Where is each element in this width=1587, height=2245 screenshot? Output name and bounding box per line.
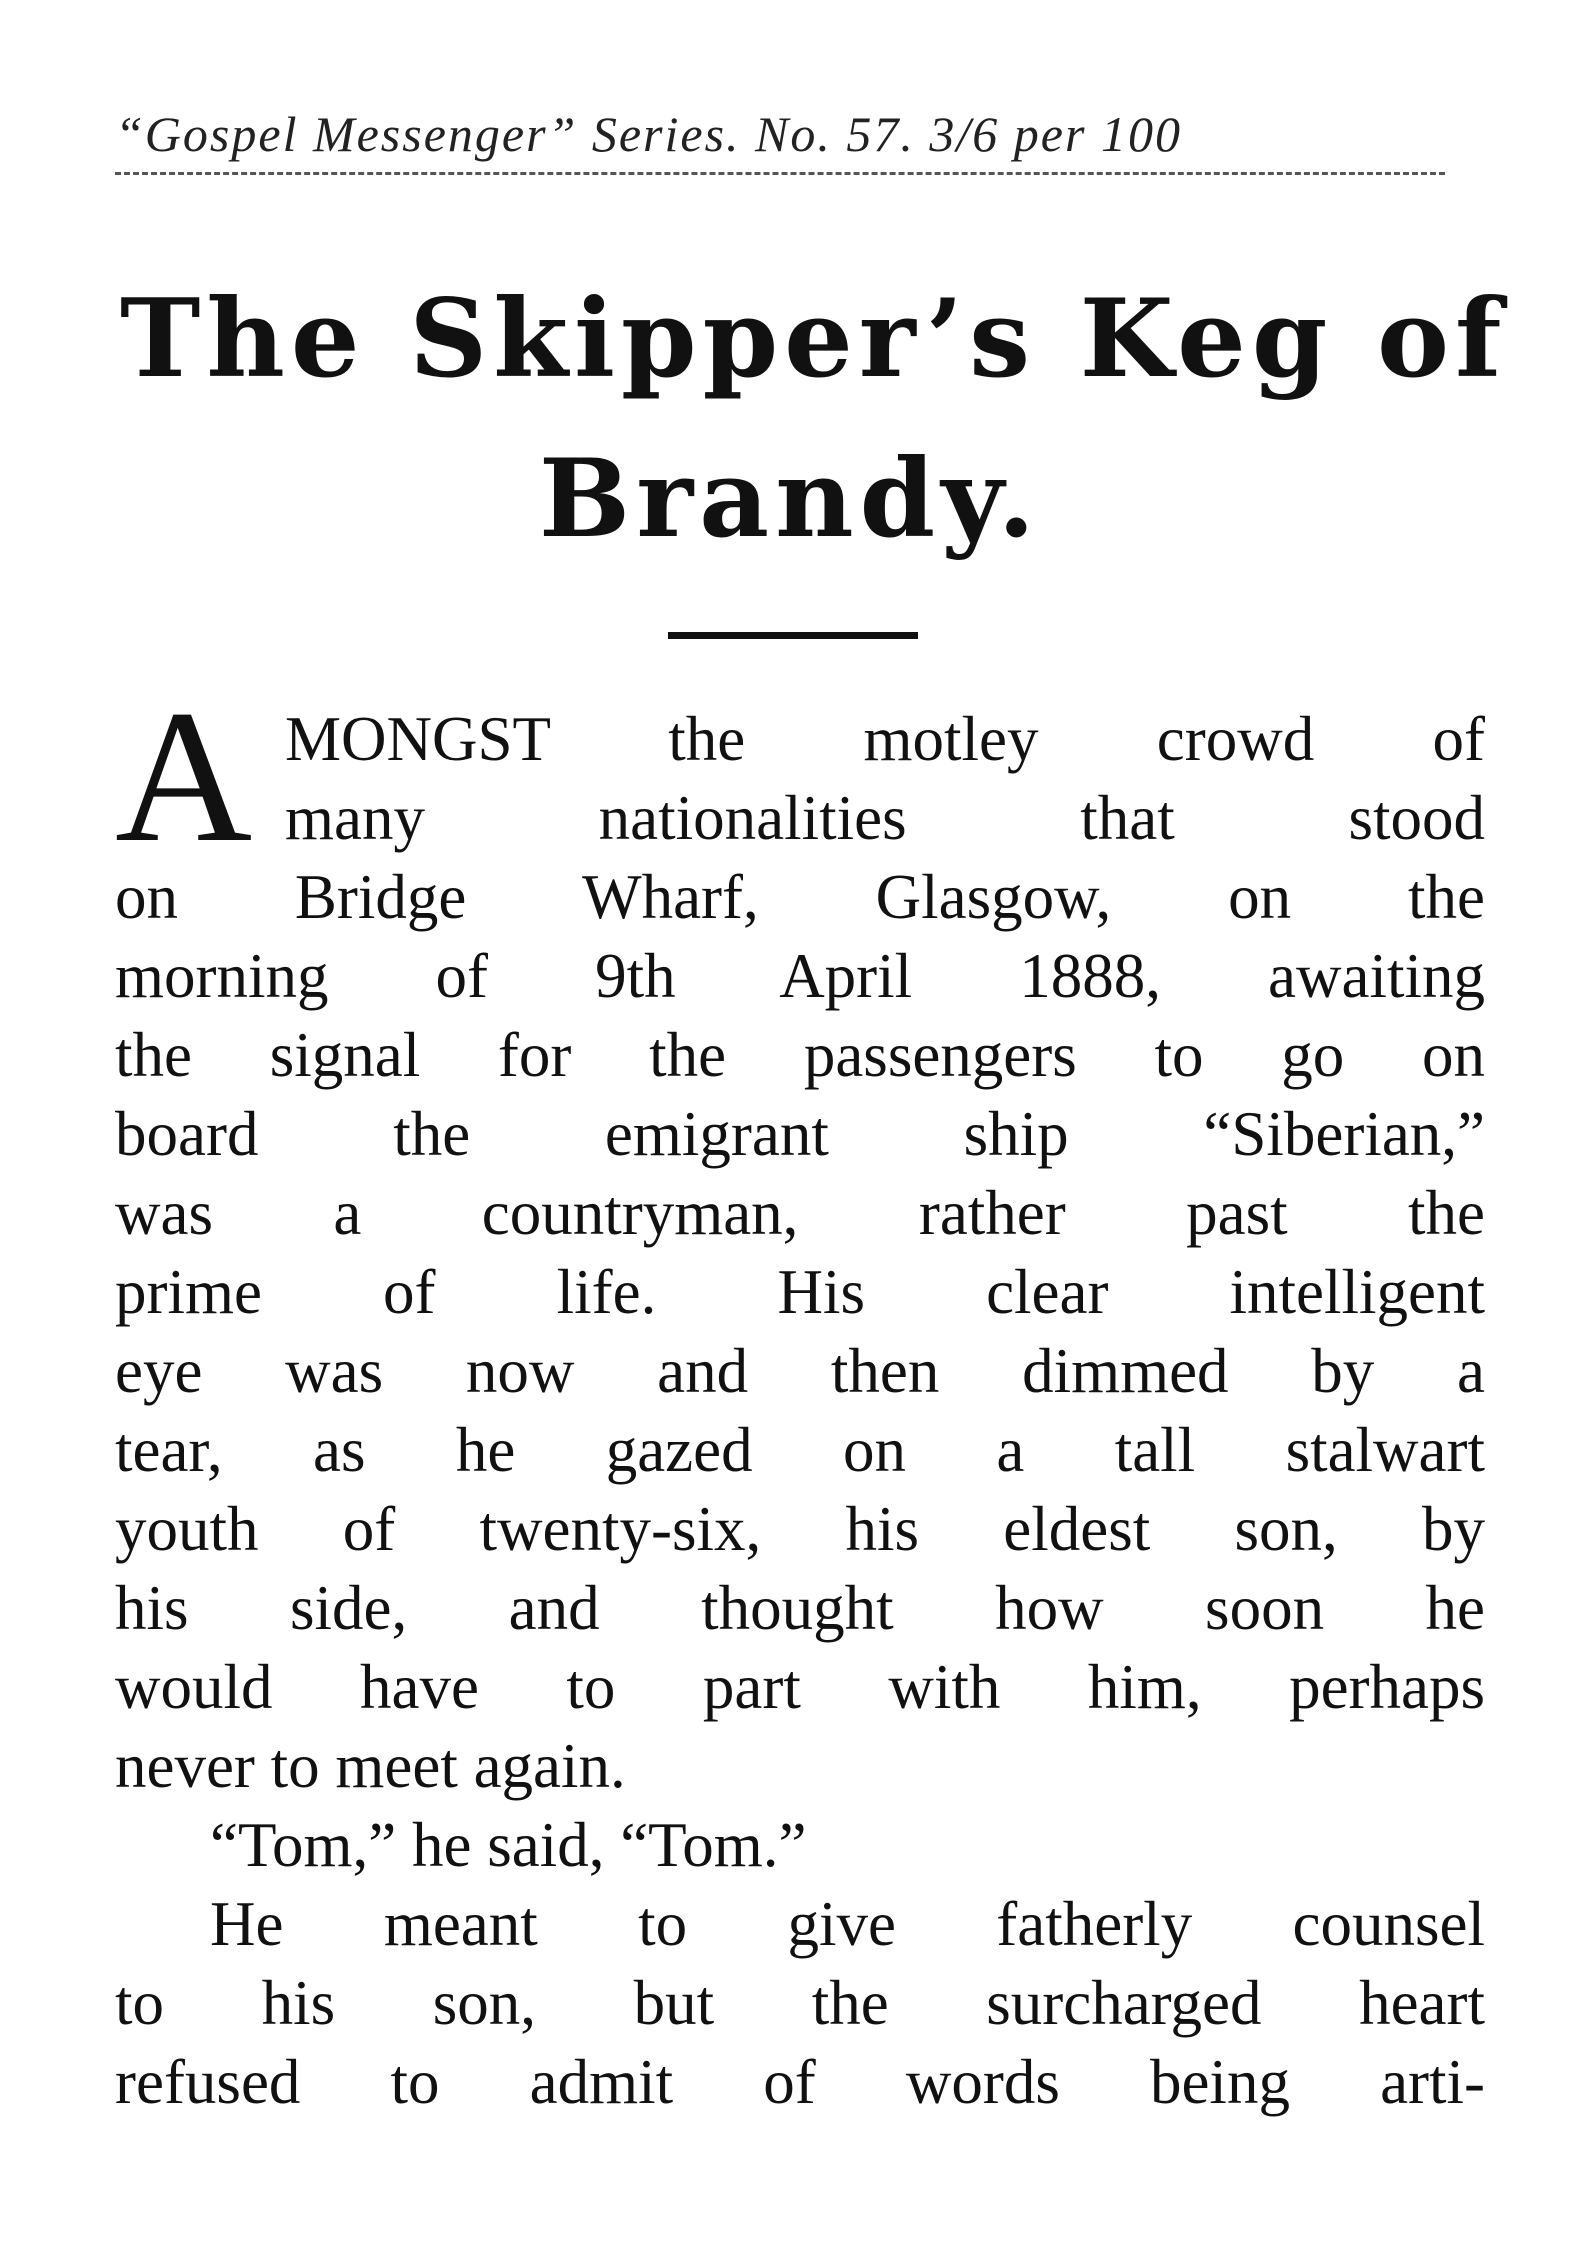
body-line: He meant to give fatherly counsel [210, 1889, 1485, 1959]
body-line: refused to admit of words being arti- [115, 2047, 1485, 2117]
body-line: prime of life. His clear intelligent [115, 1257, 1485, 1327]
body-line: youth of twenty-six, his eldest son, by [115, 1494, 1485, 1564]
series-header: “Gospel Messenger” Series. No. 57. 3/6 per 100 [115, 106, 1182, 162]
body-text [115, 672, 1485, 2122]
body-line: tear, as he gazed on a tall stalwart [115, 1415, 1485, 1485]
body-line: morning of 9th April 1888, awaiting [115, 941, 1485, 1011]
body-line: on Bridge Wharf, Glasgow, on the [115, 862, 1485, 932]
body-line: eye was now and then dimmed by a [115, 1336, 1485, 1406]
body-line: would have to part with him, perhaps [115, 1652, 1485, 1722]
title-line-1: The Skipper’s Keg of [120, 276, 1508, 402]
body-line: board the emigrant ship “Siberian,” [115, 1099, 1485, 1169]
body-line: “Tom,” he said, “Tom.” [210, 1810, 807, 1880]
body-line: MONGST the motley crowd of [285, 704, 1485, 774]
title-line-2: Brandy. [538, 436, 1042, 562]
drop-cap: A [115, 672, 253, 882]
title-divider [668, 632, 918, 639]
body-line: was a countryman, rather past the [115, 1178, 1485, 1248]
body-line: the signal for the passengers to go on [115, 1020, 1485, 1090]
body-line: never to meet again. [115, 1731, 626, 1801]
header-rule [115, 172, 1445, 175]
body-line: many nationalities that stood [285, 783, 1485, 853]
body-line: to his son, but the surcharged heart [115, 1968, 1485, 2038]
body-line: his side, and thought how soon he [115, 1573, 1485, 1643]
